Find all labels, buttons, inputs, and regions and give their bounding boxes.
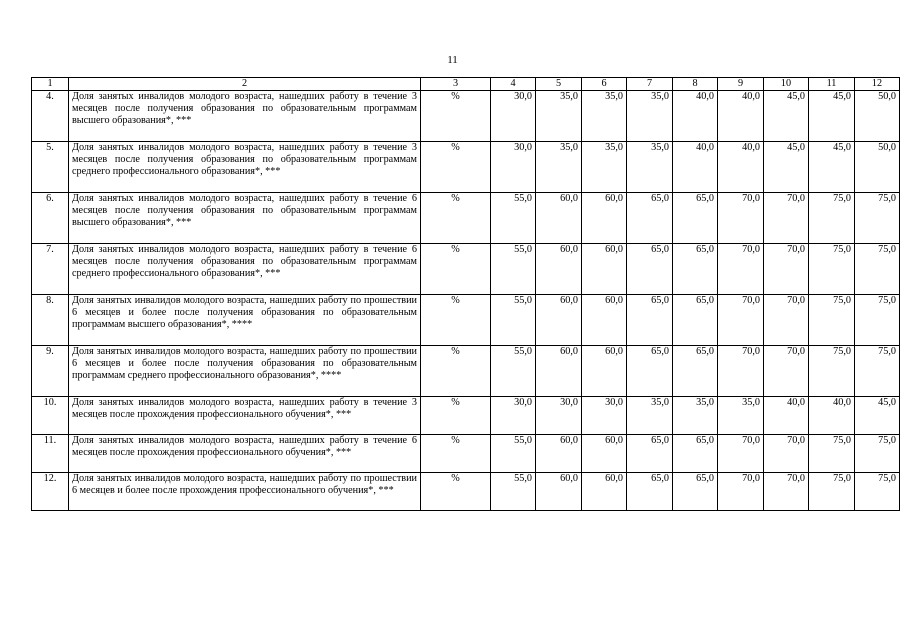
column-header: 8 bbox=[673, 78, 718, 91]
value-cell: 45,0 bbox=[764, 142, 809, 193]
value-cell: 45,0 bbox=[764, 91, 809, 142]
value-cell: 75,0 bbox=[855, 346, 900, 397]
column-header: 2 bbox=[69, 78, 421, 91]
value-cell: 60,0 bbox=[536, 244, 582, 295]
row-number: 9. bbox=[32, 346, 69, 397]
value-cell: 40,0 bbox=[673, 142, 718, 193]
value-cell: 60,0 bbox=[536, 295, 582, 346]
value-cell: 35,0 bbox=[673, 397, 718, 435]
value-cell: 75,0 bbox=[855, 435, 900, 473]
value-cell: 75,0 bbox=[809, 435, 855, 473]
value-cell: 35,0 bbox=[536, 91, 582, 142]
value-cell: 65,0 bbox=[627, 193, 673, 244]
indicator-name: Доля занятых инвалидов молодого возраста, нашедших работу в течение 6 месяцев после получения образования по образовательным программам высшего образования*, *** bbox=[69, 193, 421, 244]
value-cell: 30,0 bbox=[491, 91, 536, 142]
value-cell: 30,0 bbox=[536, 397, 582, 435]
table-row bbox=[32, 244, 900, 295]
value-cell: 75,0 bbox=[809, 244, 855, 295]
value-cell: 75,0 bbox=[855, 295, 900, 346]
column-header: 3 bbox=[421, 78, 491, 91]
unit-cell: % bbox=[421, 193, 491, 244]
page-number: 11 bbox=[447, 54, 458, 66]
value-cell: 60,0 bbox=[582, 244, 627, 295]
value-cell: 55,0 bbox=[491, 435, 536, 473]
indicators-table bbox=[31, 77, 900, 511]
table-row bbox=[32, 473, 900, 511]
value-cell: 40,0 bbox=[673, 91, 718, 142]
value-cell: 35,0 bbox=[536, 142, 582, 193]
value-cell: 65,0 bbox=[627, 295, 673, 346]
column-header: 4 bbox=[491, 78, 536, 91]
column-header: 9 bbox=[718, 78, 764, 91]
column-number-row bbox=[32, 78, 900, 91]
value-cell: 45,0 bbox=[855, 397, 900, 435]
column-header: 11 bbox=[809, 78, 855, 91]
value-cell: 40,0 bbox=[718, 142, 764, 193]
table-row bbox=[32, 193, 900, 244]
row-number: 10. bbox=[32, 397, 69, 435]
row-number: 4. bbox=[32, 91, 69, 142]
value-cell: 65,0 bbox=[673, 244, 718, 295]
value-cell: 35,0 bbox=[582, 91, 627, 142]
unit-cell: % bbox=[421, 142, 491, 193]
value-cell: 65,0 bbox=[627, 346, 673, 397]
value-cell: 60,0 bbox=[536, 346, 582, 397]
value-cell: 65,0 bbox=[627, 244, 673, 295]
indicator-name: Доля занятых инвалидов молодого возраста, нашедших работу в течение 3 месяцев после получения образования по образовательным программам высшего образования*, *** bbox=[69, 91, 421, 142]
value-cell: 35,0 bbox=[627, 397, 673, 435]
value-cell: 35,0 bbox=[627, 91, 673, 142]
value-cell: 70,0 bbox=[718, 473, 764, 511]
value-cell: 75,0 bbox=[855, 244, 900, 295]
value-cell: 60,0 bbox=[536, 473, 582, 511]
value-cell: 60,0 bbox=[582, 193, 627, 244]
indicator-name: Доля занятых инвалидов молодого возраста, нашедших работу по прошествии 6 месяцев и более после прохождения профессионального обучения*, *** bbox=[69, 473, 421, 511]
column-header: 5 bbox=[536, 78, 582, 91]
value-cell: 65,0 bbox=[627, 435, 673, 473]
value-cell: 65,0 bbox=[673, 295, 718, 346]
value-cell: 60,0 bbox=[582, 295, 627, 346]
value-cell: 55,0 bbox=[491, 193, 536, 244]
value-cell: 65,0 bbox=[673, 193, 718, 244]
value-cell: 75,0 bbox=[809, 346, 855, 397]
unit-cell: % bbox=[421, 473, 491, 511]
value-cell: 50,0 bbox=[855, 91, 900, 142]
unit-cell: % bbox=[421, 346, 491, 397]
indicator-name: Доля занятых инвалидов молодого возраста, нашедших работу в течение 3 месяцев после получения образования по образовательным программам среднего профессионального образования*, *** bbox=[69, 142, 421, 193]
value-cell: 70,0 bbox=[764, 295, 809, 346]
indicator-name: Доля занятых инвалидов молодого возраста, нашедших работу по прошествии 6 месяцев и более после получения образования по образовательным программам высшего образования*, **** bbox=[69, 295, 421, 346]
value-cell: 60,0 bbox=[582, 473, 627, 511]
unit-cell: % bbox=[421, 244, 491, 295]
value-cell: 55,0 bbox=[491, 346, 536, 397]
value-cell: 40,0 bbox=[764, 397, 809, 435]
table-row bbox=[32, 142, 900, 193]
value-cell: 75,0 bbox=[809, 473, 855, 511]
unit-cell: % bbox=[421, 91, 491, 142]
row-number: 7. bbox=[32, 244, 69, 295]
table-row bbox=[32, 91, 900, 142]
value-cell: 35,0 bbox=[582, 142, 627, 193]
value-cell: 35,0 bbox=[627, 142, 673, 193]
indicator-name: Доля занятых инвалидов молодого возраста, нашедших работу в течение 6 месяцев после прохождения профессионального обучения*, *** bbox=[69, 435, 421, 473]
indicator-name: Доля занятых инвалидов молодого возраста, нашедших работу по прошествии 6 месяцев и более после получения образования по образовательным программам среднего профессионального образования*, **** bbox=[69, 346, 421, 397]
table-row bbox=[32, 397, 900, 435]
table-row bbox=[32, 435, 900, 473]
indicator-name: Доля занятых инвалидов молодого возраста, нашедших работу в течение 3 месяцев после прохождения профессионального обучения*, *** bbox=[69, 397, 421, 435]
value-cell: 65,0 bbox=[627, 473, 673, 511]
indicator-name: Доля занятых инвалидов молодого возраста, нашедших работу в течение 6 месяцев после получения образования по образовательным программам среднего профессионального образования*, *** bbox=[69, 244, 421, 295]
row-number: 6. bbox=[32, 193, 69, 244]
value-cell: 60,0 bbox=[536, 193, 582, 244]
column-header: 10 bbox=[764, 78, 809, 91]
table-row bbox=[32, 295, 900, 346]
value-cell: 60,0 bbox=[582, 435, 627, 473]
value-cell: 35,0 bbox=[718, 397, 764, 435]
value-cell: 70,0 bbox=[764, 435, 809, 473]
value-cell: 60,0 bbox=[582, 346, 627, 397]
value-cell: 70,0 bbox=[764, 346, 809, 397]
value-cell: 65,0 bbox=[673, 435, 718, 473]
unit-cell: % bbox=[421, 295, 491, 346]
value-cell: 70,0 bbox=[764, 193, 809, 244]
row-number: 8. bbox=[32, 295, 69, 346]
value-cell: 75,0 bbox=[809, 295, 855, 346]
value-cell: 75,0 bbox=[855, 473, 900, 511]
value-cell: 40,0 bbox=[809, 397, 855, 435]
value-cell: 65,0 bbox=[673, 346, 718, 397]
value-cell: 75,0 bbox=[809, 193, 855, 244]
row-number: 11. bbox=[32, 435, 69, 473]
table-row bbox=[32, 346, 900, 397]
value-cell: 70,0 bbox=[718, 435, 764, 473]
value-cell: 65,0 bbox=[673, 473, 718, 511]
unit-cell: % bbox=[421, 435, 491, 473]
column-header: 12 bbox=[855, 78, 900, 91]
column-header: 6 bbox=[582, 78, 627, 91]
column-header: 1 bbox=[32, 78, 69, 91]
value-cell: 75,0 bbox=[855, 193, 900, 244]
unit-cell: % bbox=[421, 397, 491, 435]
value-cell: 45,0 bbox=[809, 142, 855, 193]
value-cell: 30,0 bbox=[491, 397, 536, 435]
value-cell: 70,0 bbox=[718, 244, 764, 295]
value-cell: 30,0 bbox=[582, 397, 627, 435]
value-cell: 70,0 bbox=[718, 346, 764, 397]
row-number: 5. bbox=[32, 142, 69, 193]
value-cell: 70,0 bbox=[764, 244, 809, 295]
value-cell: 50,0 bbox=[855, 142, 900, 193]
value-cell: 45,0 bbox=[809, 91, 855, 142]
value-cell: 55,0 bbox=[491, 473, 536, 511]
value-cell: 55,0 bbox=[491, 295, 536, 346]
value-cell: 70,0 bbox=[718, 295, 764, 346]
column-header: 7 bbox=[627, 78, 673, 91]
value-cell: 55,0 bbox=[491, 244, 536, 295]
value-cell: 70,0 bbox=[764, 473, 809, 511]
row-number: 12. bbox=[32, 473, 69, 511]
value-cell: 40,0 bbox=[718, 91, 764, 142]
value-cell: 70,0 bbox=[718, 193, 764, 244]
value-cell: 60,0 bbox=[536, 435, 582, 473]
value-cell: 30,0 bbox=[491, 142, 536, 193]
